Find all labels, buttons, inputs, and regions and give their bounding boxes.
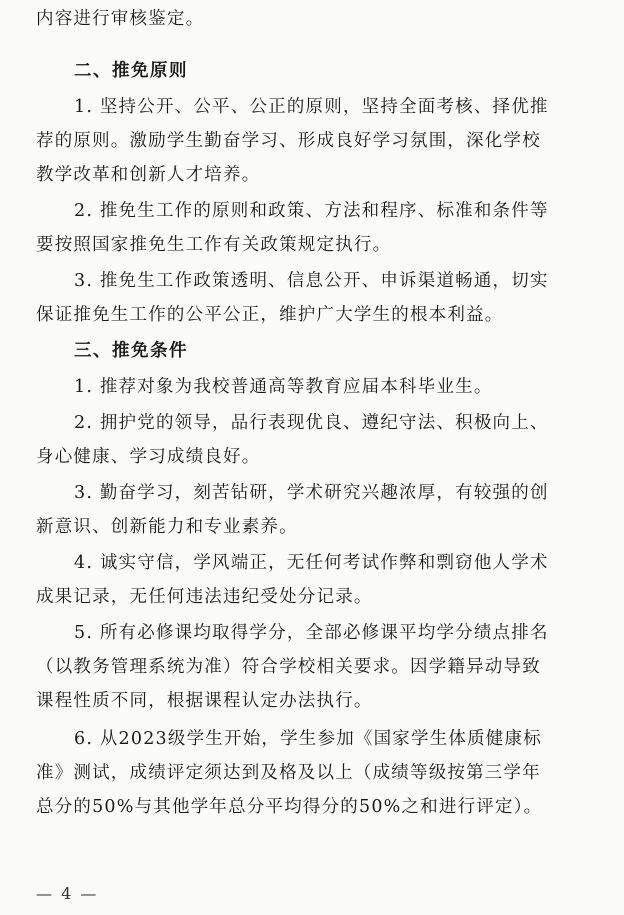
text-line: 3. 推免生工作政策透明、信息公开、申诉渠道畅通，切实 — [74, 271, 549, 291]
text-line: 1. 推荐对象为我校普通高等教育应届本科毕业生。 — [74, 377, 493, 397]
text-line: 身心健康、学习成绩良好。 — [36, 447, 261, 467]
text-line: 新意识、创新能力和专业素养。 — [36, 517, 298, 537]
page-number: — 4 — — [36, 884, 99, 903]
text-line: 4. 诚实守信，学风端正，无任何考试作弊和剽窃他人学术 — [74, 553, 549, 573]
text-line: 保证推免生工作的公平公正，维护广大学生的根本利益。 — [36, 305, 504, 325]
text-line: 要按照国家推免生工作有关政策规定执行。 — [36, 235, 392, 255]
text-line: 教学改革和创新人才培养。 — [36, 165, 261, 185]
text-line: 课程性质不同，根据课程认定办法执行。 — [36, 691, 373, 711]
text-line: 成果记录，无任何违法违纪受处分记录。 — [36, 587, 373, 607]
text-line: 6. 从2023级学生开始，学生参加《国家学生体质健康标 — [74, 729, 542, 749]
text-line: 5. 所有必修课均取得学分，全部必修课平均学分绩点排名 — [74, 623, 549, 643]
text-line: 2. 推免生工作的原则和政策、方法和程序、标准和条件等 — [74, 201, 549, 221]
text-line: 1. 坚持公开、公平、公正的原则，坚持全面考核、择优推 — [74, 97, 549, 117]
text-line: （以教务管理系统为准）符合学校相关要求。因学籍异动导致 — [36, 657, 541, 677]
text-line: 准》测试，成绩评定须达到及格及以上（成绩等级按第三学年 — [36, 763, 541, 783]
text-line: 3. 勤奋学习，刻苦钻研，学术研究兴趣浓厚，有较强的创 — [74, 483, 549, 503]
section-heading-conditions: 三、推免条件 — [74, 341, 188, 361]
section-heading-principles: 二、推免原则 — [74, 61, 188, 81]
text-line: 荐的原则。激励学生勤奋学习、形成良好学习氛围，深化学校 — [36, 131, 541, 151]
text-line: 2. 拥护党的领导，品行表现优良、遵纪守法、积极向上、 — [74, 413, 549, 433]
text-line: 内容进行审核鉴定。 — [36, 9, 205, 29]
text-line: 总分的50%与其他学年总分平均得分的50%之和进行评定）。 — [36, 797, 543, 817]
